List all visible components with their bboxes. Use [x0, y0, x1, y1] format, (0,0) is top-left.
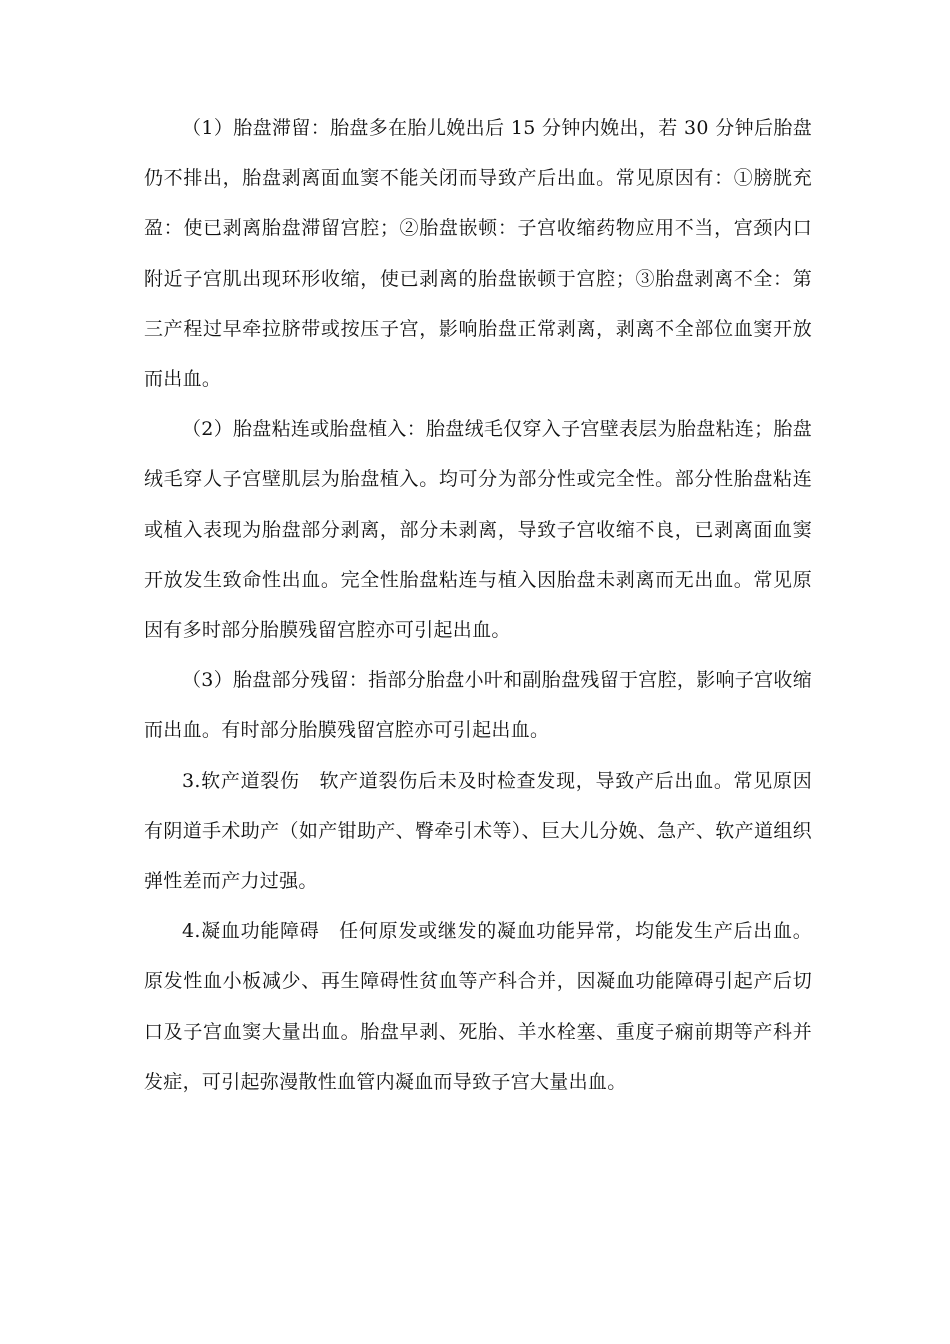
paragraph-coagulation-disorder: 4.凝血功能障碍 任何原发或继发的凝血功能异常，均能发生产后出血。原发性血小板减少、再生障碍性贫血等产科合并，因凝血功能障碍引起产后切口及子宫血窦大量出血。胎盘早剥、死胎、羊水栓塞、重度子痫前期等产科并发症，可引起弥漫散性血管内凝血而导致子宫大量出血。 — [144, 920, 812, 1093]
paragraph-placenta-adhesion: （2）胎盘粘连或胎盘植入：胎盘绒毛仅穿入子宫壁表层为胎盘粘连；胎盘绒毛穿人子宫壁肌层为胎盘植入。均可分为部分性或完全性。部分性胎盘粘连或植入表现为胎盘部分剥离，部分未剥离，导致子宫收缩不良，已剥离面血窦开放发生致命性出血。完全性胎盘粘连与植入因胎盘未剥离而无出血。常见原因有多时部分胎膜残留宫腔亦可引起出血。 — [144, 418, 812, 642]
paragraph-placenta-retention: （1）胎盘滞留：胎盘多在胎儿娩出后 15 分钟内娩出，若 30 分钟后胎盘仍不排出，胎盘剥离面血窦不能关闭而导致产后出血。常见原因有：①膀胱充盈：使已剥离胎盘滞留宫腔；②胎盘嵌顿：子宫收缩药物应用不当，宫颈内口附近子宫肌出现环形收缩，使已剥离的胎盘嵌顿于宫腔；③胎盘剥离不全：第三产程过早牵拉脐带或按压子宫，影响胎盘正常剥离，剥离不全部位血窦开放而出血。 — [144, 117, 812, 391]
document-body — [144, 103, 812, 1107]
paragraph-placenta-residue: （3）胎盘部分残留：指部分胎盘小叶和副胎盘残留于宫腔，影响子宫收缩而出血。有时部分胎膜残留宫腔亦可引起出血。 — [144, 669, 812, 742]
paragraph-soft-birth-canal-laceration: 3.软产道裂伤 软产道裂伤后未及时检查发现，导致产后出血。常见原因有阴道手术助产（如产钳助产、臀牵引术等）、巨大儿分娩、急产、软产道组织弹性差而产力过强。 — [144, 769, 812, 893]
